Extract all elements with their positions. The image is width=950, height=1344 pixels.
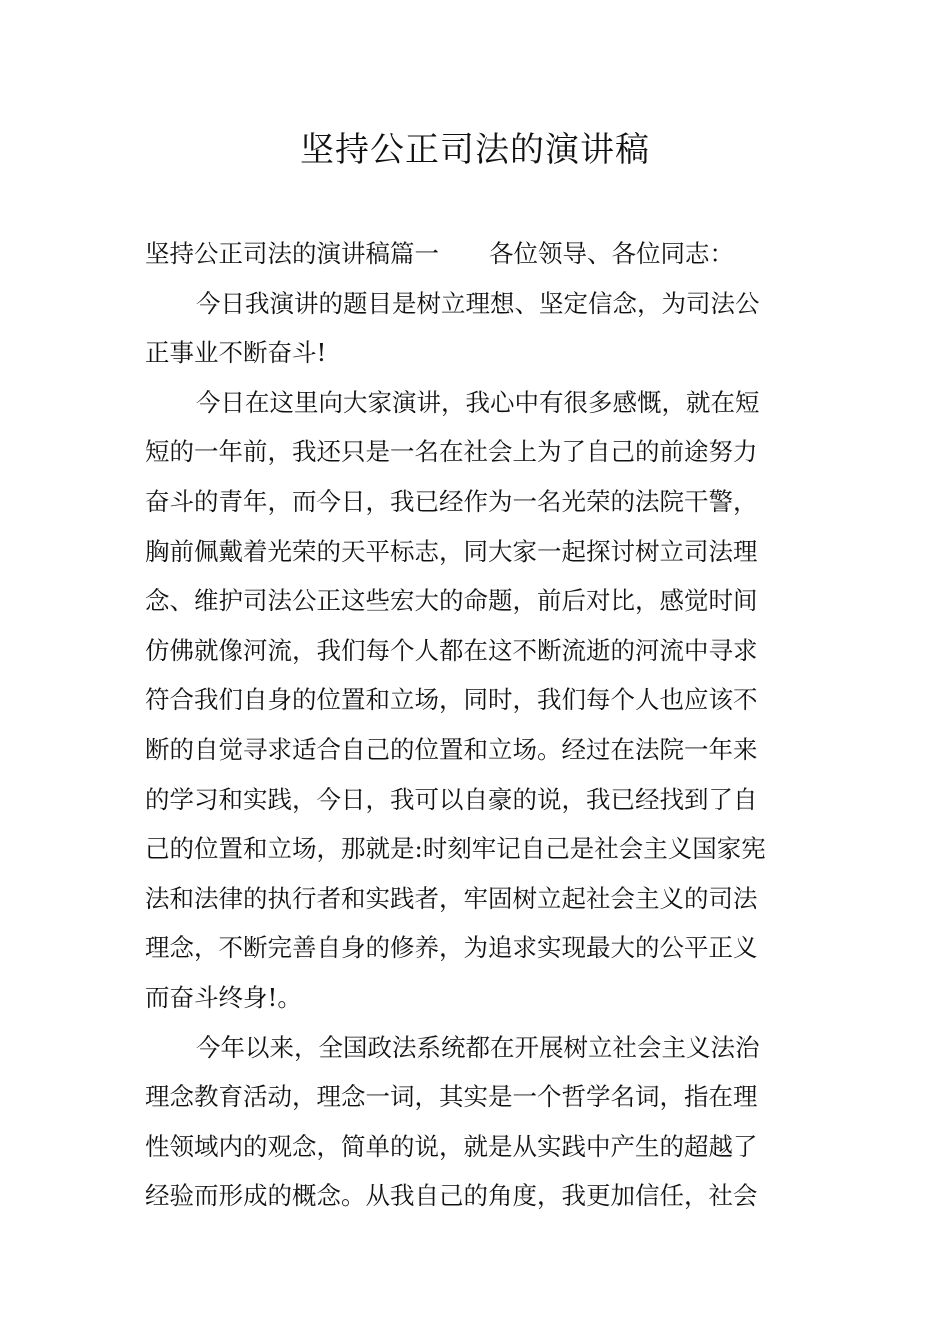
paragraph-line: 己的位置和立场，那就是:时刻牢记自己是社会主义国家宪 xyxy=(145,834,766,864)
paragraph-line: 奋斗的青年，而今日，我已经作为一名光荣的法院干警， xyxy=(145,486,758,516)
document-title: 坚持公正司法的演讲稿 xyxy=(300,130,650,170)
paragraph-line: 理念，不断完善自身的修养，为追求实现最大的公平正义 xyxy=(145,933,758,963)
document-body xyxy=(145,229,811,1221)
paragraph-line: 今日在这里向大家演讲，我心中有很多感慨，就在短 xyxy=(196,387,760,417)
intro-line xyxy=(145,229,811,279)
paragraph-line: 性领域内的观念，简单的说，就是从实践中产生的超越了 xyxy=(145,1131,758,1161)
paragraph-line: 短的一年前，我还只是一名在社会上为了自己的前途努力 xyxy=(145,437,758,467)
paragraph-line: 而奋斗终身!。 xyxy=(145,982,302,1012)
paragraph-line: 仿佛就像河流，我们每个人都在这不断流逝的河流中寻求 xyxy=(145,635,758,665)
paragraph-line: 法和法律的执行者和实践者，牢固树立起社会主义的司法 xyxy=(145,883,758,913)
paragraph-line: 理念教育活动，理念一词，其实是一个哲学名词，指在理 xyxy=(145,1082,758,1112)
paragraph-line: 的学习和实践，今日，我可以自豪的说，我已经找到了自 xyxy=(145,784,758,814)
paragraph-line: 断的自觉寻求适合自己的位置和立场。经过在法院一年来 xyxy=(145,734,758,764)
paragraph-line: 符合我们自身的位置和立场，同时，我们每个人也应该不 xyxy=(145,685,758,715)
paragraph-line: 念、维护司法公正这些宏大的命题，前后对比，感觉时间 xyxy=(145,586,758,616)
paragraph-line: 今日我演讲的题目是树立理想、坚定信念，为司法公 xyxy=(196,288,760,318)
paragraph-line: 胸前佩戴着光荣的天平标志，同大家一起探讨树立司法理 xyxy=(145,536,758,566)
paragraph-line: 今年以来，全国政法系统都在开展树立社会主义法治 xyxy=(196,1032,760,1062)
paragraph-line: 经验而形成的概念。从我自己的角度，我更加信任，社会 xyxy=(145,1181,758,1211)
greeting: 各位领导、各位同志： xyxy=(489,239,734,268)
paragraph-line: 正事业不断奋斗! xyxy=(145,338,327,368)
section-heading: 坚持公正司法的演讲稿篇一 xyxy=(145,239,439,268)
